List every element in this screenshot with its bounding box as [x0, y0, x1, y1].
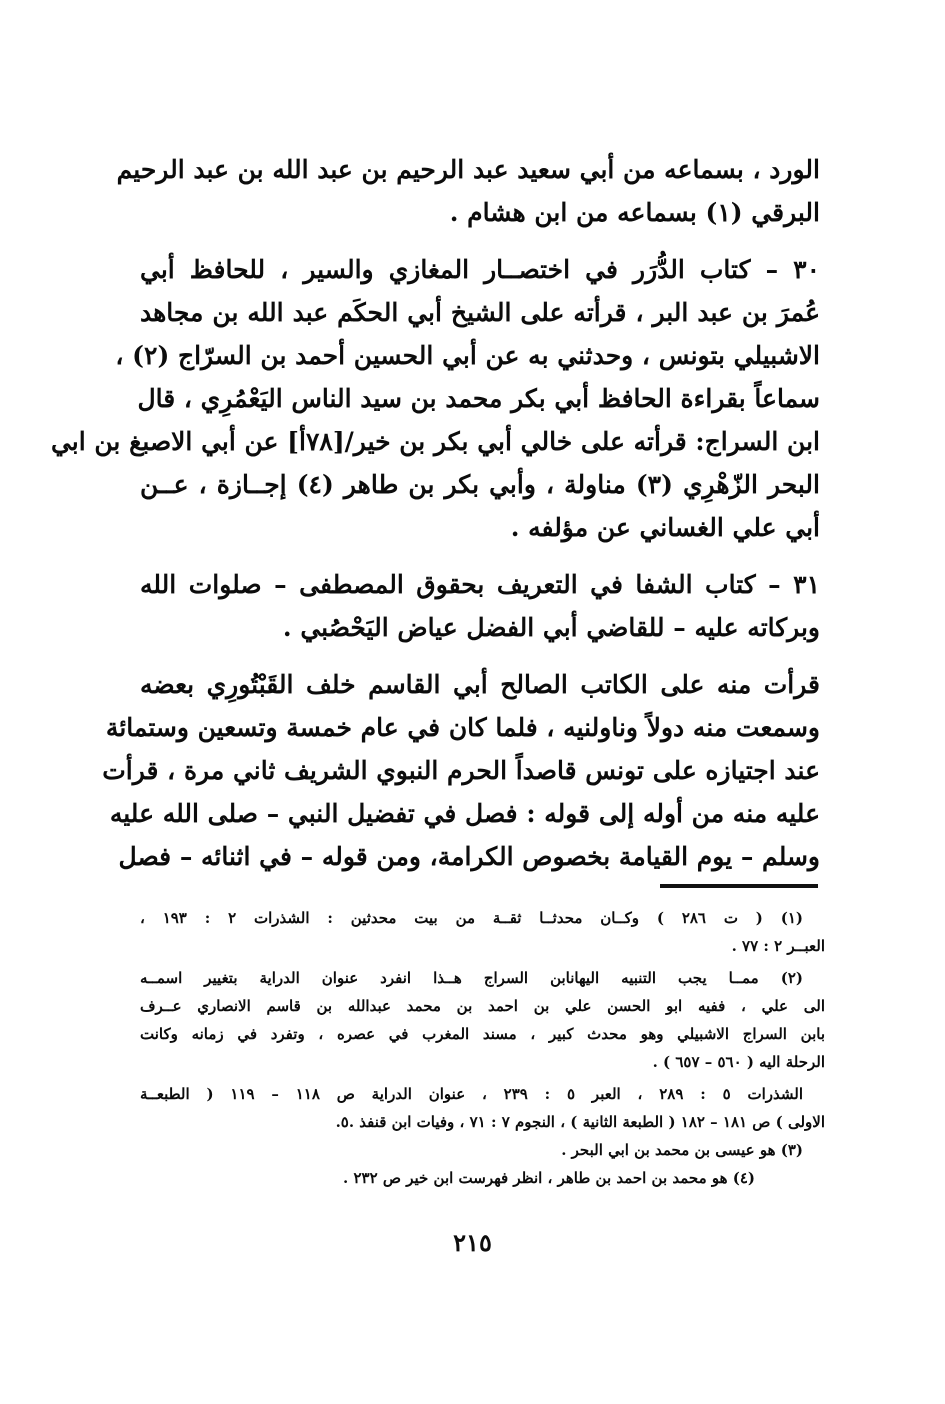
text-line: عُمرَ بن عبد البر ، قرأته على الشيخ أبي الحكَم عبد الله بن مجاهد: [140, 298, 820, 327]
text-line: عند اجتيازه على تونس قاصداً الحرم النبوي الشريف ثاني مرة ، قرأت: [102, 756, 820, 785]
text-line: أبي علي الغساني عن مؤلفه .: [510, 513, 820, 542]
text-line: عليه منه من أوله إلى قوله : فصل في تفضيل النبي – صلى الله عليه: [109, 799, 820, 828]
text-line: وسلم – يوم القيامة بخصوص الكرامة، ومن قوله – في اثنائه – فصل: [118, 842, 820, 871]
footnote-line: (٢) ممــا يجب التنبيه اليهانابن السراج هــذا انفرد عنوان الدراية بتغيير اسمــه: [140, 969, 803, 987]
footnote-line: (٤) هو محمد بن احمد بن طاهر ، انظر فهرست ابن خير ص ٢٣٢ .: [343, 1169, 755, 1187]
main-text-block: [50, 148, 820, 878]
text-line: وسمعت منه دولاً وناولنيه ، فلما كان في عام خمسة وتسعين وستمائة: [105, 713, 820, 742]
text-line: الاشبيلي بتونس ، وحدثني به عن أبي الحسين أحمد بن السرّاج (٢) ،: [115, 341, 820, 370]
text-line: ابن السراج: قرأته على خالي أبي بكر بن خير/[٧٨أ] عن أبي الاصبغ بن ابي: [50, 427, 820, 456]
footnote-line: (١) ( ت ٢٨٦ ) وكــان محدثــا ثقــة من بيت محدثين : الشذرات ٢ : ١٩٣ ،: [140, 909, 803, 927]
text-line: البحر الزّهْرِي (٣) مناولة ، وأبي بكر بن طاهر (٤) إجــازة ، عــن: [140, 470, 820, 499]
text-line: سماعاً بقراءة الحافظ أبي بكر محمد بن سيد الناس اليَعْمُرِي ، قال: [137, 384, 820, 413]
footnote-line: الشذرات ٥ : ٢٨٩ ، العبر ٥ : ٢٣٩ ، عنوان الدراية ص ١١٨ – ١١٩ ( الطبعــة: [140, 1085, 803, 1103]
footnote-separator: [660, 884, 818, 888]
footnote-line: الرحلة اليه ( ٥٦٠ – ٦٥٧ ) .: [652, 1053, 825, 1071]
text-line: الورد ، بسماعه من أبي سعيد عبد الرحيم بن عبد الله بن عبد الرحيم: [116, 155, 820, 184]
footnote-line: (٣) هو عيسى بن محمد بن ابي البحر .: [561, 1141, 803, 1159]
text-line: قرأت منه على الكاتب الصالح أبي القاسم خلف القَبْتُورِي بعضه: [140, 670, 820, 699]
footnote-line: الى علي ، ففيه ابو الحسن علي بن احمد بن محمد عبدالله بن قاسم الانصاري عــرف: [140, 997, 825, 1015]
text-line: ٣١ – كتاب الشفا في التعريف بحقوق المصطفى – صلوات الله: [140, 570, 820, 599]
footnote-line: بابن السراج الاشبيلي وهو محدث كبير ، مسند المغرب في عصره ، وتفرد في زمانه وكانت: [140, 1025, 825, 1043]
text-line: ٣٠ – كتاب الدُّرَر في اختصــار المغازي والسير ، للحافظ أبي: [140, 255, 820, 284]
text-line: البرقي (١) بسماعه من ابن هشام .: [449, 198, 820, 227]
page-number: ٢١٥: [453, 1228, 492, 1257]
text-line: وبركاته عليه – للقاضي أبي الفضل عياض اليَحْصُبي .: [282, 613, 820, 642]
footnote-line: العبــر ٢ : ٧٧ .: [731, 937, 825, 955]
footnotes-block: [140, 904, 825, 1192]
footnote-line: الاولى ) ص ١٨١ – ١٨٢ ( الطبعة الثانية ) ، النجوم ٧ : ٧١ ، وفيات ابن قنفذ .٥.: [335, 1113, 825, 1131]
